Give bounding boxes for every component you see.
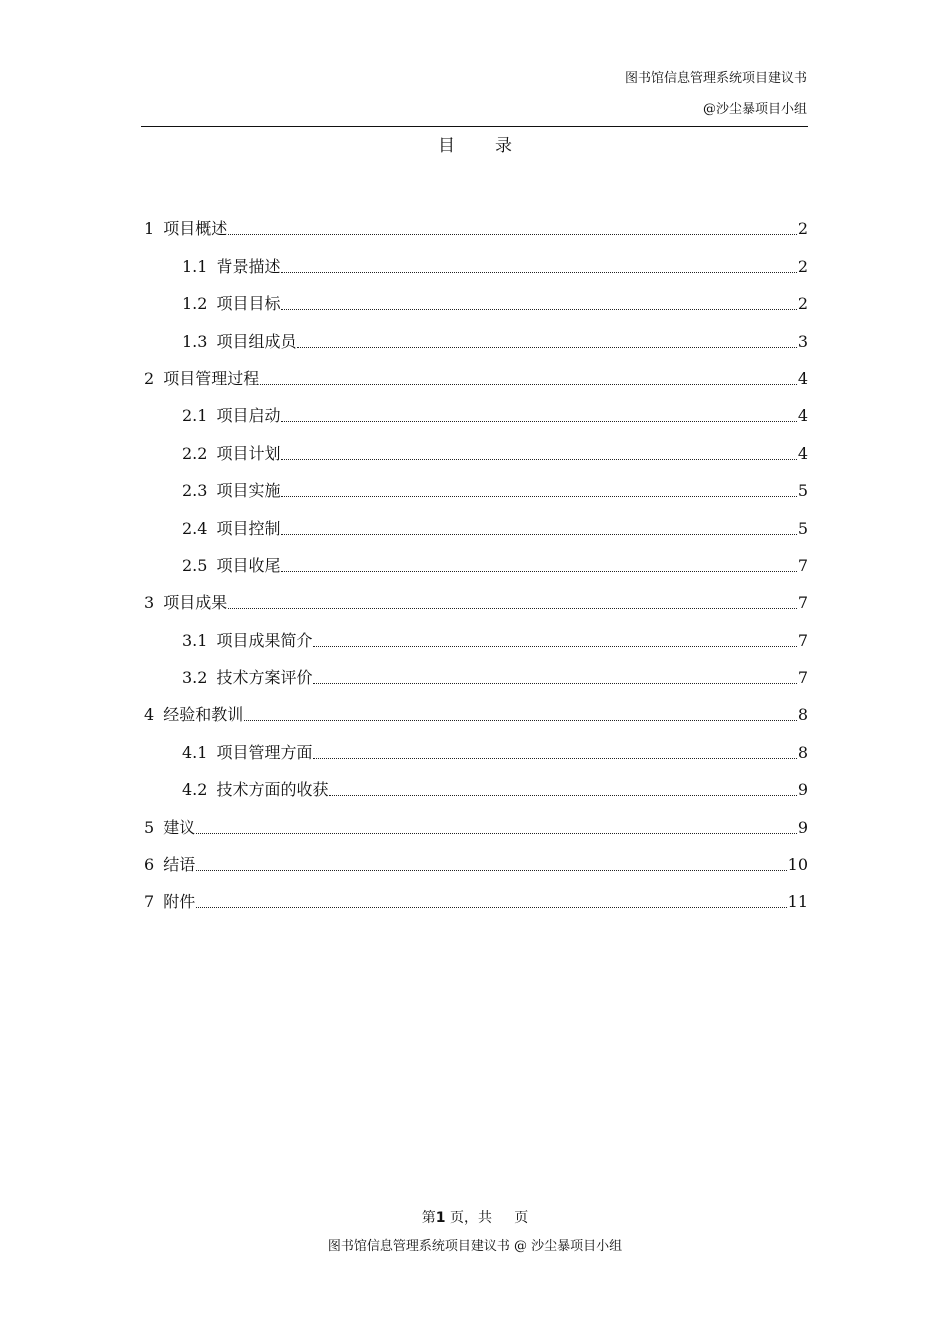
toc-heading — [0, 135, 950, 157]
toc-entry-page: 9 — [797, 817, 808, 837]
toc-dot-leader — [281, 496, 796, 497]
toc-dot-leader — [281, 421, 796, 422]
toc-entry[interactable] — [144, 652, 808, 689]
toc-dot-leader — [244, 720, 797, 721]
toc-entry-title: 项目启动 — [216, 406, 281, 426]
toc-entry-page: 5 — [797, 481, 808, 501]
toc-entry-number: 5 — [144, 817, 155, 837]
toc-entry-page: 3 — [797, 331, 808, 351]
toc-entry-title: 项目目标 — [216, 294, 281, 314]
footer-page-indicator — [0, 1209, 950, 1227]
toc-entry-number: 1.3 — [182, 331, 208, 351]
toc-entry-number: 2.2 — [182, 443, 208, 463]
toc-entry-title: 项目收尾 — [216, 555, 281, 575]
toc-entry-number: 2 — [144, 368, 155, 388]
toc-entry[interactable] — [144, 465, 808, 502]
footer-page-prefix: 第 — [421, 1210, 436, 1226]
toc-entry-number: 1 — [144, 219, 155, 239]
toc-entry-title: 项目管理过程 — [163, 368, 260, 388]
toc-dot-leader — [196, 833, 797, 834]
toc-dot-leader — [313, 758, 796, 759]
toc-entry-page: 2 — [797, 294, 808, 314]
toc-entry[interactable] — [144, 502, 808, 539]
toc-entry-title: 结语 — [163, 855, 196, 875]
toc-entry[interactable] — [144, 278, 808, 315]
toc-entry-title: 技术方面的收获 — [216, 780, 329, 800]
toc-entry-title: 项目计划 — [216, 443, 281, 463]
toc-entry-page: 4 — [797, 406, 808, 426]
toc-entry-page: 2 — [797, 256, 808, 276]
toc-entry-number: 4.2 — [182, 780, 208, 800]
toc-entry[interactable] — [144, 427, 808, 464]
toc-entry[interactable] — [144, 353, 808, 390]
toc-dot-leader — [281, 309, 796, 310]
toc-entry-number: 1.1 — [182, 256, 208, 276]
toc-dot-leader — [313, 646, 796, 647]
toc-dot-leader — [297, 347, 796, 348]
toc-entry-page: 5 — [797, 518, 808, 538]
toc-entry-title: 建议 — [163, 817, 196, 837]
toc-entry-title: 项目组成员 — [216, 331, 297, 351]
header-document-title: 图书馆信息管理系统项目建议书 — [624, 71, 807, 86]
toc-entry-page: 4 — [797, 443, 808, 463]
toc-entry[interactable] — [144, 240, 808, 277]
toc-entry-page: 4 — [797, 368, 808, 388]
toc-entry[interactable] — [144, 315, 808, 352]
toc-entry-title: 项目成果简介 — [216, 630, 313, 650]
toc-entry-page: 11 — [787, 892, 808, 912]
toc-entry-number: 7 — [144, 892, 155, 912]
toc-entry-title: 技术方案评价 — [216, 668, 313, 688]
toc-entry-title: 经验和教训 — [163, 705, 244, 725]
toc-entry-number: 1.2 — [182, 294, 208, 314]
toc-entry[interactable] — [144, 614, 808, 651]
toc-entry[interactable] — [144, 726, 808, 763]
toc-entry[interactable] — [144, 764, 808, 801]
toc-entry-number: 4 — [144, 705, 155, 725]
toc-entry-number: 2.3 — [182, 481, 208, 501]
toc-dot-leader — [281, 534, 796, 535]
toc-entry[interactable] — [144, 801, 808, 838]
toc-entry-page: 7 — [797, 630, 808, 650]
toc-entry-number: 6 — [144, 855, 155, 875]
header-divider — [141, 126, 808, 127]
toc-entry-page: 7 — [797, 555, 808, 575]
toc-entry-page: 8 — [797, 705, 808, 725]
toc-entry-title: 项目管理方面 — [216, 742, 313, 762]
toc-entry-number: 2.1 — [182, 406, 208, 426]
toc-entry-number: 2.5 — [182, 555, 208, 575]
toc-entry-number: 3.2 — [182, 668, 208, 688]
toc-entry-page: 8 — [797, 742, 808, 762]
toc-entry-title: 项目成果 — [163, 593, 228, 613]
toc-entry-page: 10 — [787, 855, 808, 875]
toc-entry-title: 项目实施 — [216, 481, 281, 501]
toc-dot-leader — [281, 459, 796, 460]
toc-entry-title: 附件 — [163, 892, 196, 912]
toc-entry[interactable] — [144, 876, 808, 913]
toc-entry-title: 项目概述 — [163, 219, 228, 239]
toc-entry-title: 背景描述 — [216, 256, 281, 276]
toc-entry[interactable] — [144, 689, 808, 726]
toc-entry[interactable] — [144, 203, 808, 240]
footer-document-line: 图书馆信息管理系统项目建议书 @ 沙尘暴项目小组 — [327, 1239, 623, 1254]
toc-dot-leader — [281, 571, 796, 572]
header-group-name: @沙尘暴项目小组 — [702, 102, 807, 117]
toc-entry-page: 9 — [797, 780, 808, 800]
toc-entry-page: 7 — [797, 593, 808, 613]
toc-dot-leader — [228, 608, 797, 609]
footer-page-number: 1 — [435, 1210, 446, 1226]
toc-entry-number: 2.4 — [182, 518, 208, 538]
toc-dot-leader — [313, 683, 796, 684]
toc-entry[interactable] — [144, 540, 808, 577]
footer-page-suffix: 页，共 页 — [445, 1210, 529, 1226]
toc-entry-title: 项目控制 — [216, 518, 281, 538]
toc-entry-number: 3 — [144, 593, 155, 613]
toc-entry-page: 2 — [797, 219, 808, 239]
toc-entry[interactable] — [144, 839, 808, 876]
toc-entry[interactable] — [144, 390, 808, 427]
toc-dot-leader — [260, 384, 797, 385]
table-of-contents — [144, 203, 808, 913]
toc-dot-leader — [228, 234, 797, 235]
toc-entry-page: 7 — [797, 668, 808, 688]
toc-dot-leader — [196, 870, 786, 871]
toc-heading-part2: 录 — [495, 136, 512, 156]
toc-dot-leader — [329, 795, 796, 796]
toc-entry[interactable] — [144, 577, 808, 614]
toc-entry-number: 4.1 — [182, 742, 208, 762]
toc-dot-leader — [281, 272, 796, 273]
toc-entry-number: 3.1 — [182, 630, 208, 650]
toc-dot-leader — [196, 907, 786, 908]
toc-heading-part1: 目 — [438, 136, 455, 156]
